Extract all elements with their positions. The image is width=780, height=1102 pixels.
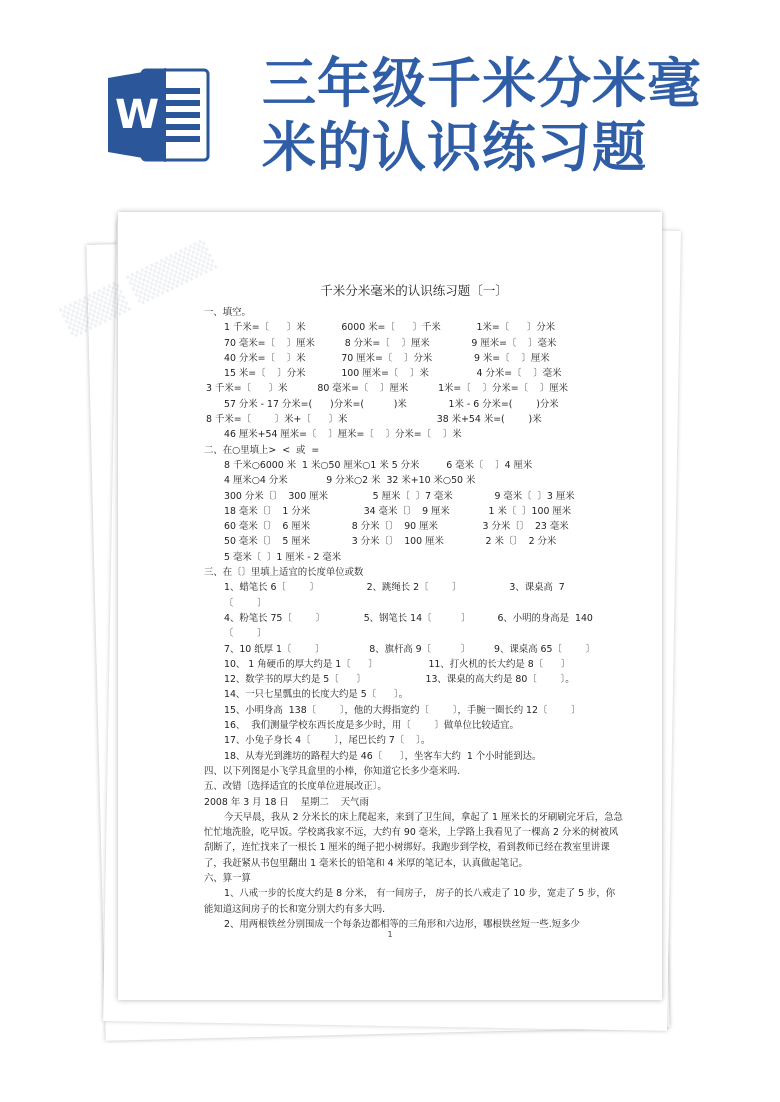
exercise-line: 12、数学书的厚大约是 5〔 〕 13、课桌的高大约是 80〔 〕。	[224, 674, 575, 686]
exercise-line: 4、粉笔长 75〔 〕 5、钢笔长 14〔 〕 6、小明的身高是 140	[224, 612, 593, 624]
word-icon-letter: W	[114, 92, 160, 138]
exercise-lines	[204, 305, 624, 810]
exercise-line: 16、 我们测量学校东西长度是多少时，用〔 〕做单位比较适宜。	[224, 720, 519, 732]
exercise-line: 5 毫米〔 〕1 厘米 - 2 毫米	[224, 551, 342, 563]
paragraph-correction-story: 今天早晨，我从 2 分米长的床上爬起来，来到了卫生间，拿起了 1 厘米长的牙刷刷完牙后，急急忙忙地洗脸，吃早饭。学校离我家不远，大约有 90 毫米，上学路上我看见了一棵高 2 分米的树被风刮断了，连忙找来了一根长 1 厘米的绳子把小树绑好。我跑步到学校，看到教师已经在教室里讲课了，我赶紧从书包里翻出 1 毫米长的铅笔和 4 米厚的笔记本，认真做起笔记。	[204, 811, 623, 869]
exercise-line: 〔 〕	[224, 628, 267, 640]
exercise-line: 4 厘米○4 分米 9 分米○2 米 32 米+10 米○50 米	[224, 475, 476, 487]
exercise-line: 15 米=〔 〕分米 100 厘米=〔 〕米 4 分米=〔 〕毫米	[224, 368, 562, 380]
exercise-line: 一、填空。	[204, 307, 251, 318]
document-title: 千米分米毫米的认识练习题〔一〕	[320, 283, 508, 298]
exercise-line: 7、10 纸厚 1〔 〕 8、旗杆高 9〔 〕 9、课桌高 65〔 〕	[224, 643, 596, 655]
exercise-line: 8 千米○6000 米 1 米○50 厘米○1 米 5 分米 6 毫米〔 〕4 厘米	[224, 459, 533, 471]
banner-title	[262, 52, 762, 180]
exercise-line: 14、一只七星瓢虫的长度大约是 5〔 〕。	[224, 689, 409, 701]
exercise-line: 40 分米=〔 〕米 70 厘米=〔 〕分米 9 米=〔 〕厘米	[224, 352, 550, 364]
exercise-line: 三、在〔〕里填上适宜的长度单位或数	[204, 567, 364, 579]
banner-header	[0, 0, 780, 205]
exercise-line: 四、以下列图是小飞学具盒里的小棒，你知道它长多少毫米吗.	[204, 765, 461, 777]
exercise-line: 17、小兔子身长 4〔 〕，尾巴长约 7〔 〕。	[224, 735, 431, 747]
problem-1: 1、八戒一步的长度大约是 8 分米， 有一间房子， 房子的长八戒走了 10 步，宽走了 5 步，你能知道这间房子的长和宽分别大约有多大吗.	[204, 888, 616, 915]
exercise-line: 60 毫米〔〕 6 厘米 8 分米〔〕 90 厘米 3 分米〔〕 23 毫米	[224, 521, 569, 533]
exercise-line: 1、蜡笔长 6〔 〕 2、跳绳长 2〔 〕 3、课桌高 7	[224, 582, 565, 594]
exercise-line: 五、改错〔选择适宜的长度单位进展改正〕。	[204, 781, 387, 793]
document-page	[58, 212, 662, 1000]
exercise-line: 70 毫米=〔 〕厘米 8 分米=〔 〕厘米 9 厘米=〔 〕毫米	[224, 337, 557, 349]
exercise-line: 8 千米=〔 〕米+〔 〕米 38 米+54 米=( )米	[206, 414, 542, 426]
exercise-line: 57 分米 - 17 分米=( )分米=( )米 1米 - 6 分米=( )分米	[224, 398, 559, 410]
exercise-line: 二、在○里填上> < 或 =	[204, 444, 320, 456]
exercise-line: 3 千米=〔 〕米 80 毫米=〔 〕厘米 1米=〔 〕分米=〔 〕厘米	[206, 383, 568, 395]
watermark-decor: ▒▒▒ ▒▒▒▒	[58, 238, 218, 339]
exercise-line: 300 分米〔〕 300 厘米 5 厘米〔 〕7 毫米 9 毫米〔 〕3 厘米	[224, 490, 575, 502]
banner-title-line-1: 三年级千米分米毫	[262, 52, 702, 115]
word-document-icon	[108, 66, 212, 164]
exercise-line: 18 毫米〔〕 1 分米 34 毫米〔〕 9 厘米 1 米〔 〕100 厘米	[224, 505, 572, 517]
exercise-line: 10、 1 角硬币的厚大约是 1〔 〕 11、打火机的长大约是 8〔 〕	[224, 658, 571, 670]
exercise-line: 〔 〕	[224, 597, 267, 609]
exercise-line: 1 千米=〔 〕米 6000 米=〔 〕千米 1米=〔 〕分米	[224, 322, 556, 334]
exercise-line: 15、小明身高 138〔 〕，他的大拇指宽约〔 〕，手腕一圈长约 12〔 〕	[224, 704, 581, 716]
banner-title-line-2: 米的认识练习题	[262, 116, 647, 179]
exercise-line: 2008 年 3 月 18 日 星期二 天气雨	[204, 796, 369, 808]
document-content	[204, 282, 624, 932]
exercise-line: 50 毫米〔〕 5 厘米 3 分米〔〕 100 厘米 2 米〔〕 2 分米	[224, 536, 557, 548]
page-number: 1	[387, 930, 393, 939]
exercise-line: 46 厘米+54 厘米=〔 〕厘米=〔 〕分米=〔 〕米	[224, 429, 462, 441]
section-6-title: 六、算一算	[204, 872, 251, 884]
exercise-line: 18、从寿光到潍坊的路程大约是 46〔 〕，坐客车大约 1 个小时能到达。	[224, 750, 542, 762]
problem-2: 2、用两根铁丝分别围成一个每条边都相等的三角形和六边形，哪根铁丝短一些.短多少	[224, 918, 580, 930]
